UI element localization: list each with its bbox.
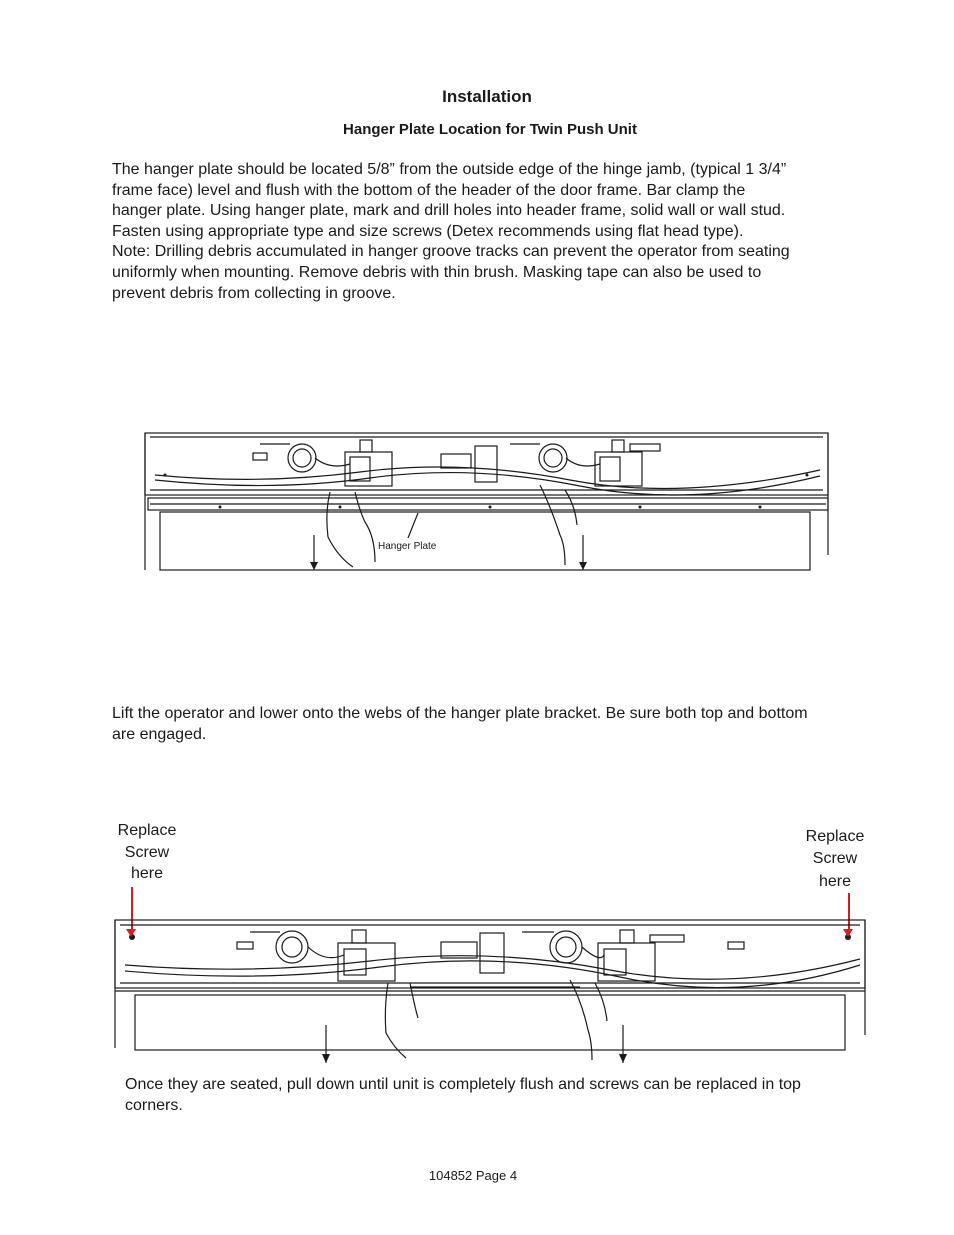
paragraph-line: uniformly when mounting. Remove debris with thin brush. Masking tape can also be used to xyxy=(112,263,762,281)
page-footer: 104852 Page 4 xyxy=(428,1168,518,1183)
hanger-plate-diagram xyxy=(140,430,840,575)
paragraph-line: Once they are seated, pull down until unit is completely flush and screws can be replaced in top xyxy=(125,1076,801,1093)
paragraph-line: hanger plate. Using hanger plate, mark and drill holes into header frame, solid wall or wall stud. xyxy=(112,202,786,220)
paragraph-line: corners. xyxy=(125,1096,183,1114)
replace-screw-callout-left xyxy=(102,820,192,885)
callout-line: here xyxy=(818,873,852,890)
paragraph-line: are engaged. xyxy=(112,725,207,743)
paragraph-line: Fasten using appropriate type and size screws (Detex recommends using flat head type). xyxy=(112,222,744,240)
callout-line: Screw xyxy=(812,849,858,867)
instruction-paragraph-1 xyxy=(112,160,872,304)
paragraph-line: Note: Drilling debris accumulated in hanger groove tracks can prevent the operator from seating xyxy=(112,243,790,261)
paragraph-line: prevent debris from collecting in groove. xyxy=(112,284,396,302)
hanger-plate-label: Hanger Plate xyxy=(378,541,437,552)
callout-line: here xyxy=(130,865,164,882)
section-subtitle: Hanger Plate Location for Twin Push Unit xyxy=(343,121,637,138)
callout-line: Replace xyxy=(117,822,177,839)
paragraph-line: The hanger plate should be located 5/8” from the outside edge of the hinge jamb, (typical 1 3/4” xyxy=(112,161,787,178)
page-title: Installation xyxy=(442,87,532,106)
replace-screw-callout-right xyxy=(790,826,880,893)
operator-mounting-diagram xyxy=(110,915,870,1065)
callout-line: Replace xyxy=(805,828,865,845)
instruction-paragraph-2 xyxy=(112,704,872,745)
instruction-paragraph-3 xyxy=(125,1075,865,1116)
paragraph-line: frame face) level and flush with the bottom of the header of the door frame. Bar clamp the xyxy=(112,181,746,199)
paragraph-line: Lift the operator and lower onto the webs of the hanger plate bracket. Be sure both top and bottom xyxy=(112,705,808,722)
callout-line: Screw xyxy=(124,843,170,861)
